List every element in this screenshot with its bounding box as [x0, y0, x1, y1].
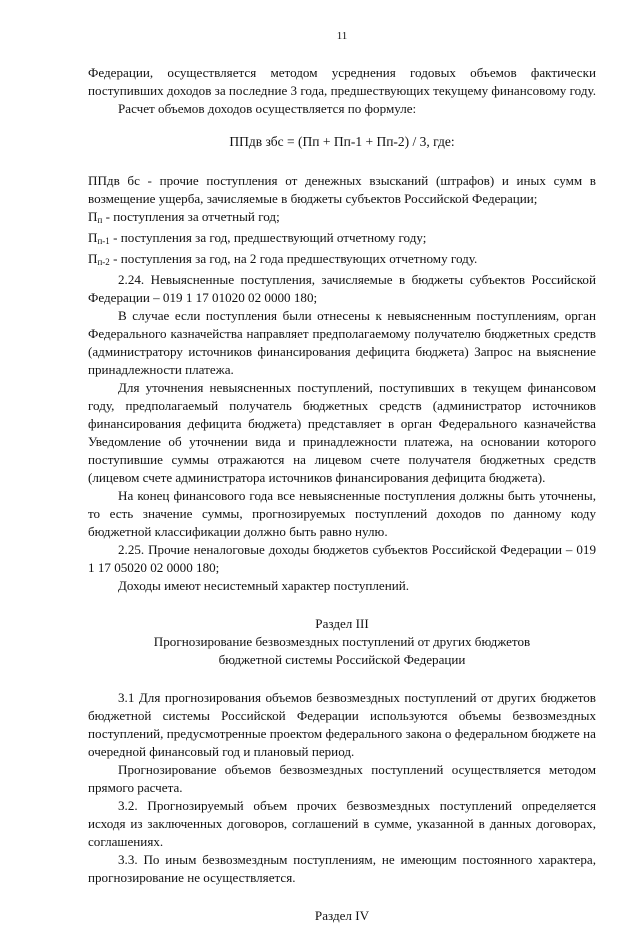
def-symbol: П	[88, 230, 98, 245]
definition-ppdv: ППдв бс - прочие поступления от денежных взысканий (штрафов) и иных сумм в возмещение ущерба, зачисляемые в бюджеты субъектов Российской Федерации;	[88, 173, 596, 206]
paragraph-2-24-b: Для уточнения невыясненных поступлений, поступивших в текущем финансовом году, предполагаемый получатель бюджетных средств (администратор источников финансирования дефицита бюджета) представляет в орган Федерального казначейства Уведомление об уточнении вида и принадлежности платежа, на основании которого поступившие суммы отражаются на лицевом счете получателя бюджетных средств (лицевом счете администратора источников финансирования дефицита бюджета).	[88, 380, 596, 485]
paragraph-3-1: 3.1 Для прогнозирования объемов безвозмездных поступлений от других бюджетов бюджетной системы Российской Федерации используются объемы безвозмездных поступлений, предусмотренные проектом федерального закона о федеральном бюджете на очередной финансовый год и плановый период.	[88, 690, 596, 759]
paragraph-2-24: 2.24. Невыясненные поступления, зачисляемые в бюджеты субъектов Российской Федерации – 019 1 17 01020 02 0000 180;	[88, 272, 596, 305]
paragraph-3-1-a: Прогнозирование объемов безвозмездных поступлений осуществляется методом прямого расчета.	[88, 762, 596, 795]
def-text: - поступления за год, предшествующий отчетному году;	[109, 230, 427, 245]
definition-pn	[88, 208, 596, 229]
page-number: 11	[336, 30, 348, 42]
def-subscript: п-2	[97, 257, 110, 267]
section-4-title: Раздел IV	[314, 908, 370, 923]
formula: ППдв збс = (Пп + Пп-1 + Пп-2) / 3, где:	[229, 134, 455, 149]
document-page	[88, 30, 596, 925]
section-3-subtitle-line-1: Прогнозирование безвозмездных поступлений от других бюджетов	[153, 634, 531, 649]
definition-pn2	[88, 250, 596, 271]
def-symbol: П	[88, 251, 98, 266]
definition-pn1	[88, 229, 596, 250]
def-subscript: п	[97, 215, 103, 225]
def-symbol: П	[88, 209, 98, 224]
def-text: - поступления за год, на 2 года предшествующих отчетному году.	[109, 251, 478, 266]
paragraph-intro: Федерации, осуществляется методом усреднения годовых объемов фактически поступивших доходов за последние 3 года, предшествующих текущему финансовому году.	[88, 65, 596, 98]
paragraph-2-25: 2.25. Прочие неналоговые доходы бюджетов субъектов Российской Федерации – 019 1 17 05020 02 0000 180;	[88, 542, 596, 575]
section-3-subtitle-line-2: бюджетной системы Российской Федерации	[218, 652, 466, 667]
paragraph-2-24-a: В случае если поступления были отнесены к невыясненным поступлениям, орган Федерального казначейства направляет предполагаемому получателю бюджетных средств (администратору источников финансирования дефицита бюджета) Запрос на выяснение принадлежности платежа.	[88, 308, 596, 377]
def-subscript: п-1	[97, 236, 110, 246]
section-3-title: Раздел III	[315, 616, 369, 631]
paragraph-3-3: 3.3. По иным безвозмездным поступлениям, не имеющим постоянного характера, прогнозирование не осуществляется.	[88, 852, 596, 885]
paragraph-2-25-a: Доходы имеют несистемный характер поступлений.	[118, 578, 410, 593]
def-text: - поступления за отчетный год;	[102, 209, 280, 224]
paragraph-calculation: Расчет объемов доходов осуществляется по формуле:	[118, 101, 417, 116]
paragraph-2-24-c: На конец финансового года все невыясненные поступления должны быть уточнены, то есть значение суммы, прогнозируемых поступлений доходов по данному коду бюджетной классификации должно быть равно нулю.	[88, 488, 596, 539]
paragraph-3-2: 3.2. Прогнозируемый объем прочих безвозмездных поступлений определяется исходя из заключенных договоров, соглашений в сумме, указанной в данных договорах, соглашениях.	[88, 798, 596, 849]
